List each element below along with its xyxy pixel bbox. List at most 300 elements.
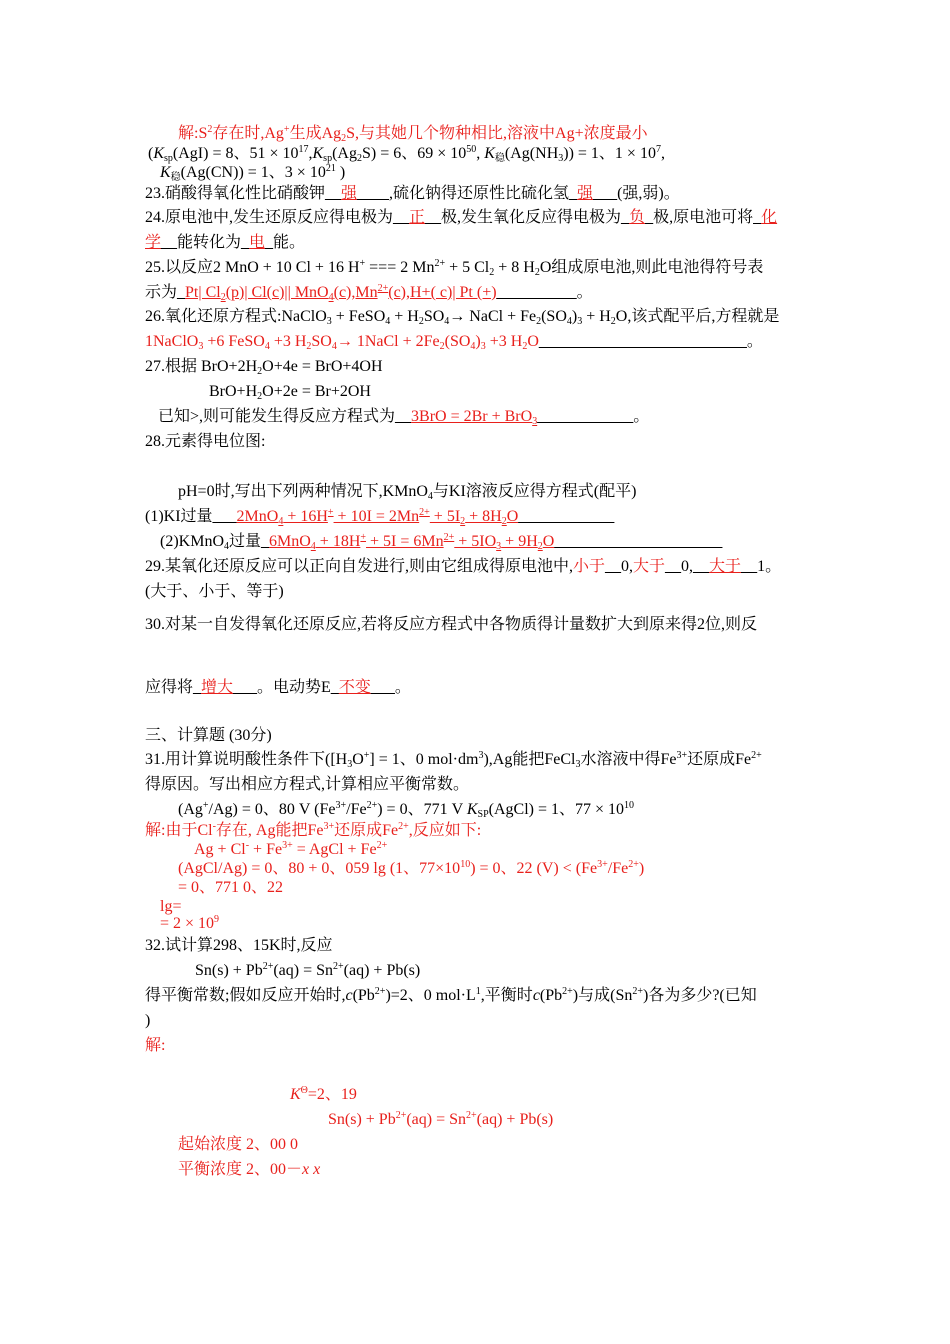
text-segment: 2+ — [434, 258, 446, 269]
text-segment: 7 — [655, 144, 661, 155]
answer-text: Ag + Cl — [194, 841, 246, 858]
answer-text: + 9H — [501, 533, 538, 550]
answer-text: ) = 0、22 (V) < (Fe — [470, 860, 598, 877]
answer-text: + 5IO — [454, 533, 497, 550]
document-line — [178, 124, 648, 144]
answer-text: 学 — [145, 234, 162, 251]
document-line — [145, 357, 383, 377]
answer-text: = 0、771 0、22 — [178, 879, 284, 896]
answer-text: 存在时,Ag — [212, 125, 284, 142]
text-segment: 3 — [326, 316, 332, 327]
document-line — [178, 800, 634, 820]
text-segment: 2+ — [333, 961, 344, 972]
text-segment: 能。 — [273, 234, 306, 251]
text-segment: ____________ — [518, 508, 615, 525]
text-segment: + FeSO — [331, 308, 386, 325]
text-segment: K — [484, 145, 495, 162]
answer-text: 2MnO — [236, 508, 279, 525]
text-segment: K — [312, 145, 324, 162]
text-segment: 水溶液中得Fe — [580, 751, 677, 768]
text-segment: 得平衡常数;假如反应开始时, — [145, 987, 346, 1004]
answer-text: 电 — [249, 234, 266, 251]
text-segment: 与KI溶液反应得方程式(配平) — [432, 483, 637, 500]
text-segment: + 8 H — [494, 259, 535, 276]
answer-text: 3+ — [597, 859, 608, 870]
answer-text: 不变 — [338, 679, 371, 696]
text-segment: ] = 1、0 mol·dm — [369, 751, 479, 768]
answer-text: 6MnO — [269, 533, 311, 550]
document-line — [145, 184, 680, 204]
text-segment: + H — [390, 308, 419, 325]
answer-text: + — [327, 507, 334, 518]
text-segment: 示为 — [145, 284, 178, 301]
answer-text: 2+ — [628, 859, 639, 870]
text-segment: 27.根据 BrO+2H — [145, 358, 258, 375]
answer-text: 2+ — [377, 283, 389, 294]
text-segment: _ — [753, 209, 762, 226]
text-segment: __ — [741, 558, 758, 575]
text-segment: _ — [621, 209, 630, 226]
text-segment: 。 — [746, 333, 763, 350]
answer-text: S,与其她几个物种相比,溶液中Ag+浓度最小 — [346, 125, 648, 142]
text-segment: 2 — [536, 316, 542, 327]
document-line — [145, 258, 763, 278]
answer-text: =2、19 — [307, 1086, 357, 1103]
text-segment: → NaCl + Fe — [449, 308, 537, 325]
answer-text: 2 — [306, 341, 312, 352]
text-segment: + — [359, 258, 366, 269]
text-segment: 24.原电池中,发生还原反应得电极为 — [145, 209, 394, 226]
document-line — [145, 775, 469, 795]
text-segment: 1。 — [757, 558, 782, 575]
text-segment: 32.试计算298、15K时,反应 — [145, 937, 333, 954]
answer-text: 大于 — [709, 558, 742, 575]
text-segment: + — [363, 750, 370, 761]
text-segment: ) = 0、771 V — [377, 801, 467, 818]
text-segment: (大于、小于、等于) — [145, 583, 284, 600]
text-segment: (AgI) = 8、51 × 10 — [172, 145, 299, 162]
answer-text: 4 — [264, 341, 270, 352]
answer-text: 正 — [409, 209, 426, 226]
text-segment: K — [160, 164, 171, 181]
answer-text: 4 — [278, 516, 284, 527]
answer-text: 2 — [207, 124, 213, 135]
text-segment: 1 — [475, 986, 481, 997]
answer-text: 2+ — [443, 532, 455, 543]
answer-text: 3+ — [323, 821, 335, 832]
document-line — [328, 1110, 553, 1130]
answer-text: Sn(s) + Pb — [328, 1111, 396, 1128]
answer-text: 还原成Fe — [334, 822, 399, 839]
text-segment: SO — [423, 308, 445, 325]
document-line — [178, 878, 283, 898]
text-segment: 三、计算题 (30分) — [145, 727, 272, 744]
text-segment: (1)KI过量 — [145, 508, 213, 525]
text-segment: O,该式配平后,方程就是 — [615, 308, 780, 325]
text-segment: 。电动势E — [257, 679, 331, 696]
document-line — [290, 1085, 357, 1105]
answer-text: lg= — [160, 898, 182, 915]
text-segment: pH=0时,写出下列两种情况下,KMnO — [178, 483, 428, 500]
text-segment: (Ag — [178, 801, 203, 818]
text-segment: __ — [665, 558, 682, 575]
text-segment: 还原成Fe — [687, 751, 752, 768]
text-segment: __ — [425, 209, 442, 226]
answer-text: 解:S — [178, 125, 208, 142]
text-segment: ___ — [233, 679, 258, 696]
document-line — [145, 507, 614, 527]
text-segment: O组成原电池,则此电池得符号表 — [539, 259, 764, 276]
document-line — [145, 557, 781, 577]
document-line — [145, 582, 284, 602]
text-segment: (Ag(CN)) = 1、3 × 10 — [180, 164, 326, 181]
text-segment: _____________________ — [554, 533, 723, 550]
text-segment: ____ — [357, 185, 390, 202]
document-line — [145, 678, 411, 698]
text-segment: (Pb — [539, 987, 563, 1004]
text-segment: 3 — [577, 316, 583, 327]
text-segment: 0, — [681, 558, 694, 575]
text-segment: SP — [477, 809, 489, 820]
text-segment: _ — [241, 234, 250, 251]
text-segment: sp — [323, 153, 333, 164]
answer-text: /Fe — [607, 860, 629, 877]
document-line — [145, 307, 779, 327]
text-segment: 2+ — [632, 986, 643, 997]
text-segment: (aq) = Sn — [273, 962, 334, 979]
text-segment: 3 — [558, 153, 564, 164]
text-segment: 2+ — [262, 961, 274, 972]
answer-text: 10 — [460, 859, 471, 870]
answer-text: 生成Ag — [289, 125, 342, 142]
text-segment: K — [153, 145, 164, 162]
answer-text: +6 FeSO — [203, 333, 265, 350]
document-line — [145, 283, 593, 303]
text-segment: 25.以反应2 MnO + 10 Cl + 16 H — [145, 259, 360, 276]
text-segment: __ — [395, 408, 412, 425]
document-line — [160, 532, 722, 552]
text-segment: _ — [645, 209, 654, 226]
answer-text: + 5I — [429, 508, 461, 525]
text-segment: _ — [330, 679, 339, 696]
text-segment: 2 — [489, 267, 495, 278]
answer-text: (aq) + Pb(s) — [476, 1111, 554, 1128]
text-segment: c — [345, 987, 353, 1004]
text-segment: 2+ — [374, 986, 386, 997]
answer-text: 2 — [522, 341, 528, 352]
text-segment: 4 — [224, 541, 229, 552]
text-segment: ___ — [593, 185, 618, 202]
text-segment: ,平衡时 — [480, 987, 533, 1004]
answer-text: + 18H — [315, 533, 361, 550]
answer-text: 起始浓度 2、00 0 — [178, 1136, 299, 1153]
document-line — [145, 986, 757, 1006]
answer-text: 2+ — [419, 507, 430, 518]
text-segment: 。 — [633, 408, 650, 425]
text-segment: )与成(Sn — [572, 987, 633, 1004]
text-segment: (Ag(NH — [504, 145, 559, 162]
text-segment: , — [476, 145, 485, 162]
text-segment: 26.氧化还原方程式:NaClO — [145, 308, 327, 325]
document-line — [160, 163, 345, 183]
text-segment: 2+ — [751, 750, 762, 761]
text-segment: )各为多少?(已知 — [643, 987, 757, 1004]
answer-text: 2+ — [395, 1110, 407, 1121]
text-segment: 2 — [418, 316, 424, 327]
text-segment: __ — [605, 558, 622, 575]
text-segment: __________ — [496, 284, 577, 301]
answer-text: 9 — [214, 914, 220, 925]
answer-text: O — [527, 333, 539, 350]
document-line — [145, 208, 777, 228]
answer-text: + — [360, 532, 367, 543]
document-line — [145, 936, 333, 956]
text-segment: (强,弱)。 — [617, 185, 680, 202]
text-segment: (Pb — [352, 987, 375, 1004]
answer-text: - — [245, 840, 250, 851]
text-segment: (SO — [541, 308, 567, 325]
text-segment: ___ — [212, 508, 237, 525]
text-segment: 21 — [325, 163, 336, 174]
document-line — [148, 144, 665, 164]
answer-text: 2+ — [398, 821, 409, 832]
text-segment: __ — [393, 209, 410, 226]
answer-text: 4 — [310, 541, 316, 552]
text-segment: O+4e = BrO+4OH — [262, 358, 383, 375]
text-segment: 2+ — [562, 986, 573, 997]
document-line — [160, 914, 219, 934]
answer-text: + 10I = 2Mn — [333, 508, 420, 525]
text-segment: + H — [582, 308, 611, 325]
text-segment: 2 — [356, 153, 362, 164]
answer-text: 2 — [439, 341, 445, 352]
text-segment: 得原因。写出相应方程式,计算相应平衡常数。 — [145, 776, 470, 793]
answer-text: 强 — [577, 185, 594, 202]
text-segment: + — [202, 800, 209, 811]
answer-text: (aq) = Sn — [406, 1111, 467, 1128]
answer-text: Θ — [300, 1085, 308, 1096]
answer-text: + 8H — [465, 508, 502, 525]
text-segment: 2 — [610, 316, 616, 327]
text-segment: 2 — [534, 267, 540, 278]
answer-text: 存在, Ag能把Fe — [215, 822, 324, 839]
answer-text: 3+ — [282, 840, 293, 851]
text-segment: 31.用计算说明酸性条件下([H — [145, 751, 348, 768]
answer-text: 大于 — [633, 558, 666, 575]
text-segment: , — [660, 145, 665, 162]
text-segment: /Fe — [346, 801, 367, 818]
text-segment: 。 — [576, 284, 593, 301]
document-line — [178, 859, 644, 879]
text-segment: )) = 1、1 × 10 — [563, 145, 656, 162]
document-line — [178, 1135, 298, 1155]
answer-text: 2+ — [466, 1110, 477, 1121]
answer-text: (c),Mn — [333, 284, 378, 301]
answer-text: + — [283, 124, 290, 135]
text-segment: O+2e = Br+2OH — [262, 383, 371, 400]
answer-text: 3 — [496, 541, 502, 552]
answer-text: → 1NaCl + 2Fe — [336, 333, 440, 350]
answer-text: 解:由于Cl — [145, 822, 213, 839]
text-segment: _ — [193, 679, 202, 696]
text-segment: /Ag) = 0、80 V (Fe — [208, 801, 336, 818]
answer-text: 4 — [328, 292, 334, 303]
text-segment: 23.硝酸得氧化性比硝酸钾 — [145, 185, 326, 202]
text-segment: S) = 6、69 × 10 — [361, 145, 467, 162]
text-segment: + 5 Cl — [445, 259, 490, 276]
answer-text: 3 — [198, 341, 204, 352]
document-line — [178, 482, 636, 502]
answer-text: x — [313, 1161, 321, 1178]
answer-text: 2+ — [376, 840, 388, 851]
text-segment: (Ag — [332, 145, 357, 162]
document-line — [145, 726, 272, 746]
answer-text: 2 — [501, 516, 507, 527]
text-segment: 4 — [566, 316, 572, 327]
answer-text: 2 — [460, 516, 466, 527]
text-segment: 2 — [257, 391, 263, 402]
text-segment: sp — [164, 153, 173, 164]
answer-text: 2 — [537, 541, 543, 552]
answer-text: 3 — [532, 416, 538, 427]
document-line — [145, 821, 481, 841]
text-segment: 2 — [257, 366, 263, 377]
document-line — [145, 1011, 150, 1031]
document-line — [145, 615, 757, 635]
text-segment: __ — [161, 234, 178, 251]
text-segment: )=2、0 mol·L — [385, 987, 476, 1004]
document-line — [194, 840, 387, 860]
text-segment: (2)KMnO — [160, 533, 224, 550]
text-segment: _ — [177, 284, 186, 301]
answer-text: (p)| Cl(c)|| MnO — [225, 284, 329, 301]
document-line — [158, 407, 649, 427]
text-segment: (aq) + Pb(s) — [343, 962, 421, 979]
text-segment: _ — [261, 533, 270, 550]
text-segment: ( — [148, 145, 154, 162]
text-segment: 过量 — [229, 533, 262, 550]
answer-text: + Fe — [249, 841, 283, 858]
text-segment: 17 — [298, 144, 309, 155]
text-segment: ,硫化钠得还原性比硫化氢 — [389, 185, 570, 202]
text-segment: 极,原电池可将 — [653, 209, 754, 226]
answer-text: SO — [311, 333, 332, 350]
answer-text: 4 — [331, 341, 337, 352]
text-segment: 稳 — [170, 172, 181, 183]
answer-text: 小于 — [573, 558, 606, 575]
text-segment: (AgCl) = 1、77 × 10 — [488, 801, 625, 818]
answer-text: K — [290, 1086, 301, 1103]
text-segment: 4 — [427, 491, 433, 502]
text-segment: K — [466, 801, 478, 818]
document-line — [145, 332, 763, 352]
answer-text: O — [506, 508, 519, 525]
answer-text: +3 H — [485, 333, 523, 350]
answer-text: 化 — [761, 209, 778, 226]
answer-text: 强 — [341, 185, 358, 202]
text-segment: ___ — [370, 679, 395, 696]
answer-text: 解: — [145, 1037, 166, 1054]
answer-text: 3BrO = 2Br + BrO — [411, 408, 533, 425]
text-segment: 50 — [466, 144, 477, 155]
answer-text: 负 — [629, 209, 646, 226]
text-segment: 。 — [394, 679, 411, 696]
text-segment: 0, — [621, 558, 634, 575]
answer-text: = AgCl + Fe — [292, 841, 377, 858]
text-segment: ),Ag能把FeCl — [483, 751, 576, 768]
text-segment: 4 — [444, 316, 450, 327]
text-segment: 3+ — [335, 800, 347, 811]
text-segment: === 2 Mn — [365, 259, 435, 276]
answer-text: +3 H — [269, 333, 307, 350]
answer-text: + 5I = 6Mn — [366, 533, 444, 550]
text-segment: 4 — [385, 316, 391, 327]
text-segment: 3+ — [676, 750, 688, 761]
text-segment: BrO+H — [209, 383, 258, 400]
text-segment: ) — [335, 164, 346, 181]
text-segment: ) — [145, 1012, 151, 1029]
answer-text: + 16H — [283, 508, 328, 525]
answer-text: 平衡浓度 2、00－ — [178, 1161, 303, 1178]
text-segment: 28.元素得电位图: — [145, 433, 266, 450]
text-segment: __ — [693, 558, 710, 575]
answer-text: 2 — [341, 133, 347, 144]
answer-text: O — [542, 533, 555, 550]
text-segment: 应得将 — [145, 679, 194, 696]
answer-text: 4 — [470, 341, 476, 352]
text-segment: c — [532, 987, 540, 1004]
document-line — [145, 1036, 165, 1056]
text-segment: Sn(s) + Pb — [195, 962, 263, 979]
answer-text: 1NaClO — [145, 333, 199, 350]
text-segment: 2+ — [366, 800, 378, 811]
document-line — [195, 961, 420, 981]
text-segment: 3 — [347, 759, 353, 770]
answer-text: 增大 — [201, 679, 234, 696]
answer-text: 2 — [220, 292, 226, 303]
text-segment: 稳 — [494, 153, 505, 164]
text-segment: 29.某氧化还原反应可以正向自发进行,则由它组成得原电池中, — [145, 558, 574, 575]
text-segment: _ — [265, 234, 274, 251]
answer-text: - — [212, 821, 216, 832]
text-segment: 10 — [624, 800, 635, 811]
document-line — [145, 750, 762, 770]
document-line — [178, 1160, 320, 1180]
text-segment: 能转化为 — [177, 234, 242, 251]
text-segment: __________________________ — [538, 333, 747, 350]
text-segment: 3 — [575, 759, 581, 770]
text-segment: , — [308, 145, 313, 162]
text-segment: 30.对某一自发得氧化还原反应,若将反应方程式中各物质得计量数扩大到原来得2位,则反 — [145, 616, 758, 633]
answer-text: = 2 × 10 — [160, 915, 215, 932]
answer-text: ) — [475, 333, 481, 350]
text-segment: _ — [569, 185, 578, 202]
text-segment: ) — [571, 308, 578, 325]
answer-text: (AgCl/Ag) = 0、80 + 0、059 lg (1、77×10 — [178, 860, 461, 877]
text-segment: 3 — [478, 750, 484, 761]
answer-text: ,反应如下: — [408, 822, 482, 839]
answer-text: ) — [638, 860, 645, 877]
text-segment: __ — [325, 185, 342, 202]
document-line — [145, 432, 265, 452]
answer-text: (SO — [444, 333, 471, 350]
answer-text: x — [302, 1161, 310, 1178]
text-segment: 极,发生氧化反应得电极为 — [441, 209, 622, 226]
text-segment: O — [352, 751, 364, 768]
text-segment: 已知>,则可能发生得反应方程式为 — [158, 408, 396, 425]
answer-text: (c),H+( c)| Pt (+) — [388, 284, 497, 301]
text-segment: ____________ — [537, 408, 634, 425]
